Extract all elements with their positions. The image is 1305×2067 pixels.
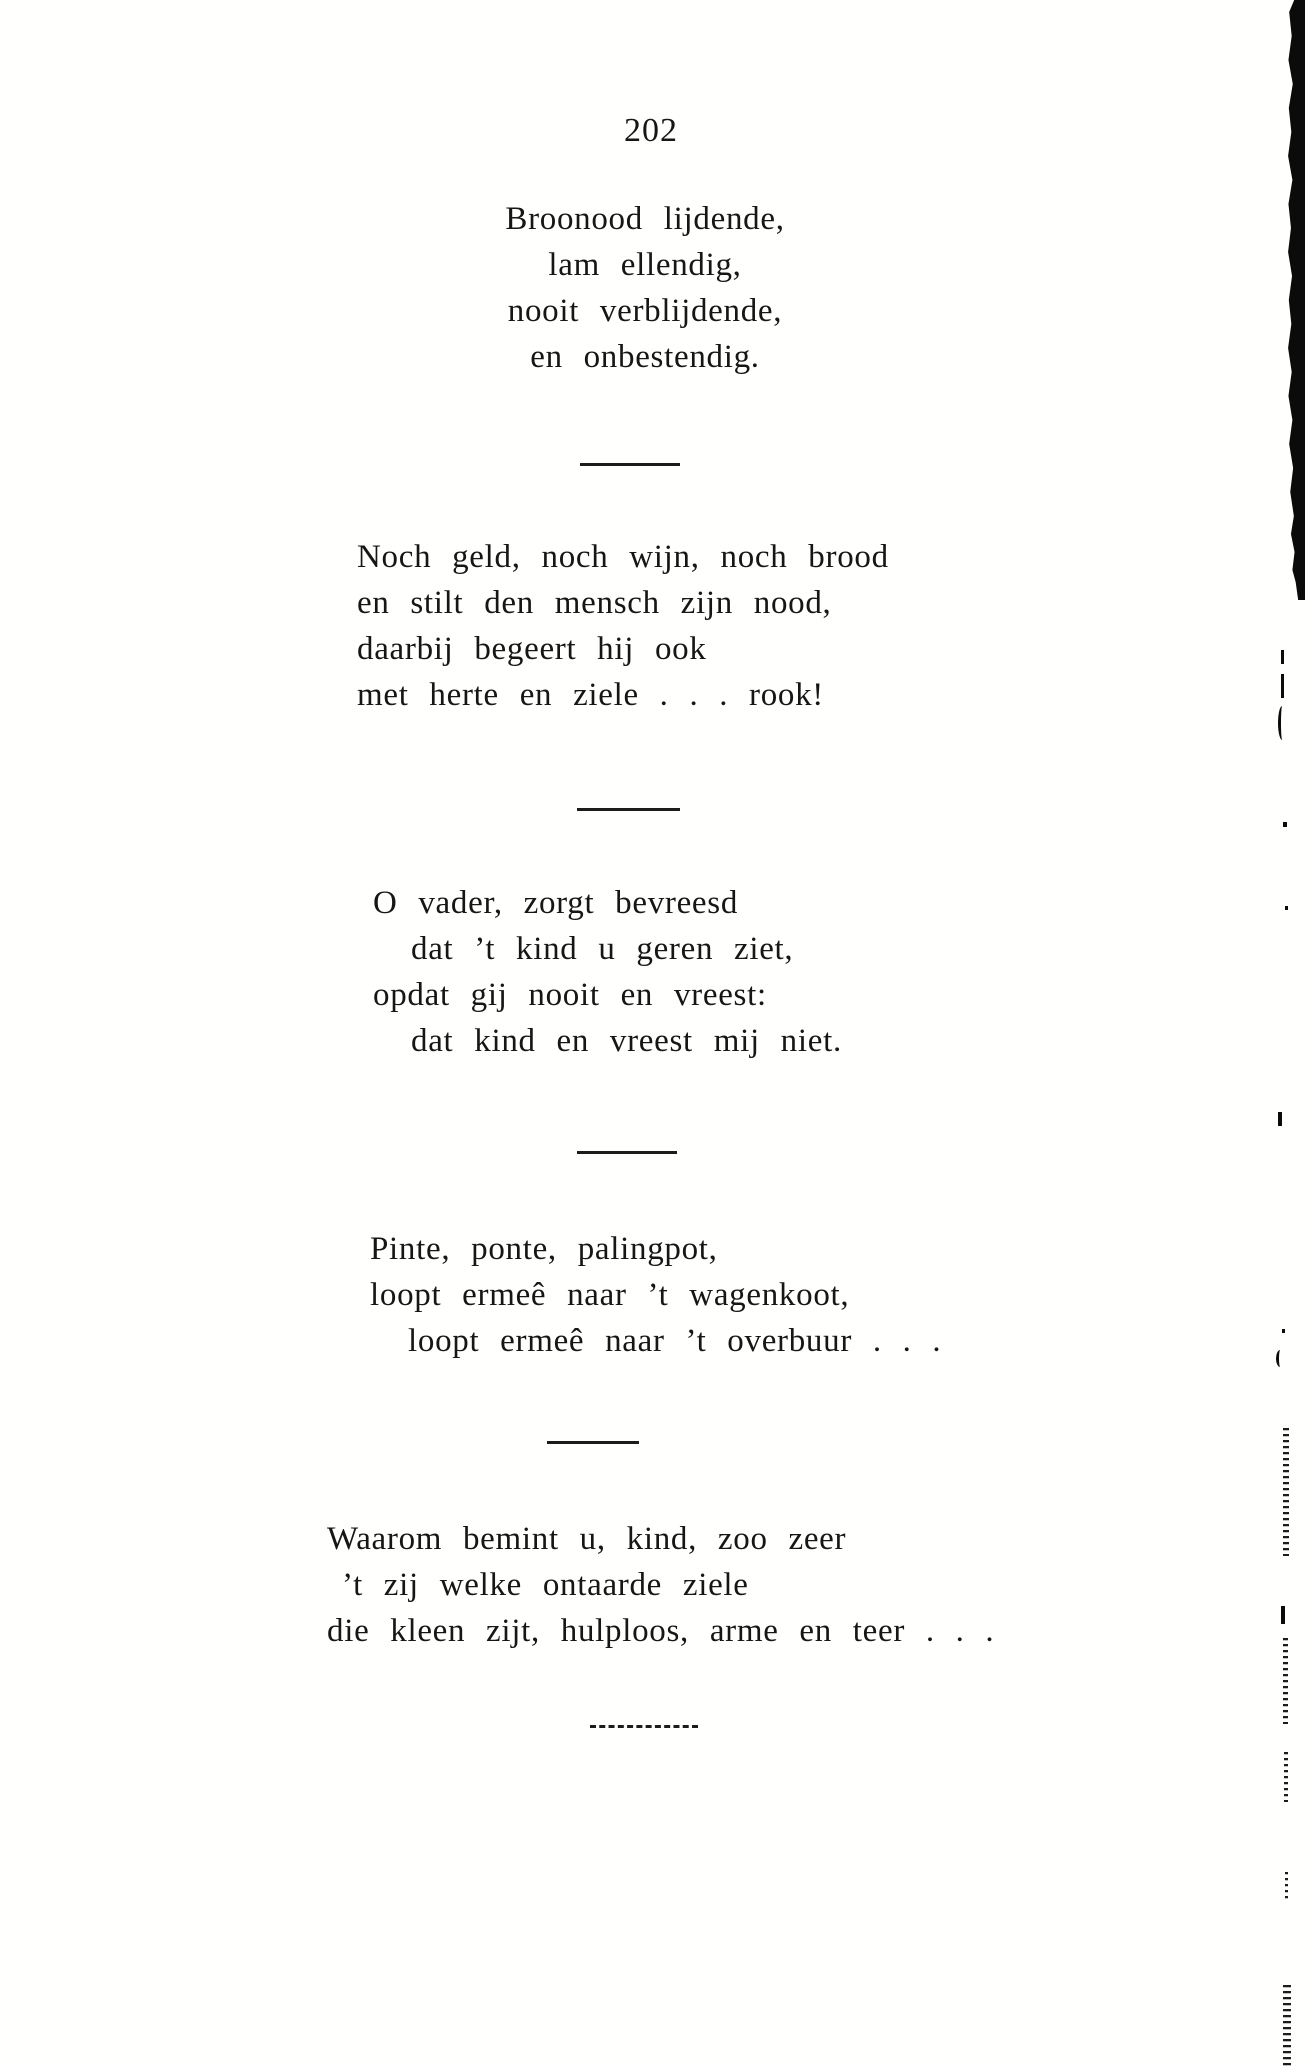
scan-edge-artifact-top [1287,0,1305,600]
scan-speck [1285,906,1288,910]
scan-speck [1281,674,1284,698]
scan-speck [1276,1350,1283,1367]
stanza-3 [373,880,842,1064]
verse-line: nooit verblijdende, [507,293,783,329]
scan-speck [1278,706,1285,740]
verse-line: O vader, zorgt bevreesd [373,885,739,921]
section-divider-2 [577,808,680,811]
verse-line: opdat gij nooit en vreest: [373,977,767,1013]
verse-line: loopt ermeê naar ’t overbuur . . . [408,1323,942,1359]
scan-edge-artifact [1283,1985,1291,2067]
stanza-4 [370,1226,941,1364]
verse-line: lam ellendig, [548,247,742,283]
verse-line: Broonood lijdende, [505,201,785,237]
scan-edge-artifact [1285,1872,1288,1902]
stanza-1 [420,196,870,380]
section-divider-4 [547,1441,639,1444]
verse-line: met herte en ziele . . . rook! [357,677,824,713]
stanza-2 [357,534,889,718]
section-divider-3 [577,1151,677,1154]
scan-edge-artifact [1283,1638,1288,1724]
stanza-5 [327,1516,994,1654]
verse-line: Waarom bemint u, kind, zoo zeer [327,1521,847,1557]
verse-line: Pinte, ponte, palingpot, [370,1231,718,1267]
verse-line: ’t zij welke ontaarde ziele [342,1567,749,1603]
scan-speck [1281,650,1284,664]
verse-line: loopt ermeê naar ’t wagenkoot, [370,1277,850,1313]
verse-line: die kleen zijt, hulploos, arme en teer . . . [327,1613,995,1649]
scan-speck [1278,1112,1282,1126]
scan-speck [1283,822,1287,827]
verse-line: dat kind en vreest mij niet. [411,1023,842,1059]
verse-line: daarbij begeert hij ook [357,631,707,667]
verse-line: Noch geld, noch wijn, noch brood [357,539,889,575]
verse-line: en onbestendig. [530,339,760,375]
scan-edge-artifact [1283,1428,1289,1556]
scan-speck [1281,1606,1285,1624]
section-divider-1 [580,463,680,466]
scan-edge-artifact [1284,1752,1288,1802]
page-number: 202 [624,112,678,149]
verse-line: dat ’t kind u geren ziet, [411,931,794,967]
verse-line: en stilt den mensch zijn nood, [357,585,832,621]
section-divider-5 [590,1725,698,1728]
scan-speck [1282,1329,1285,1333]
